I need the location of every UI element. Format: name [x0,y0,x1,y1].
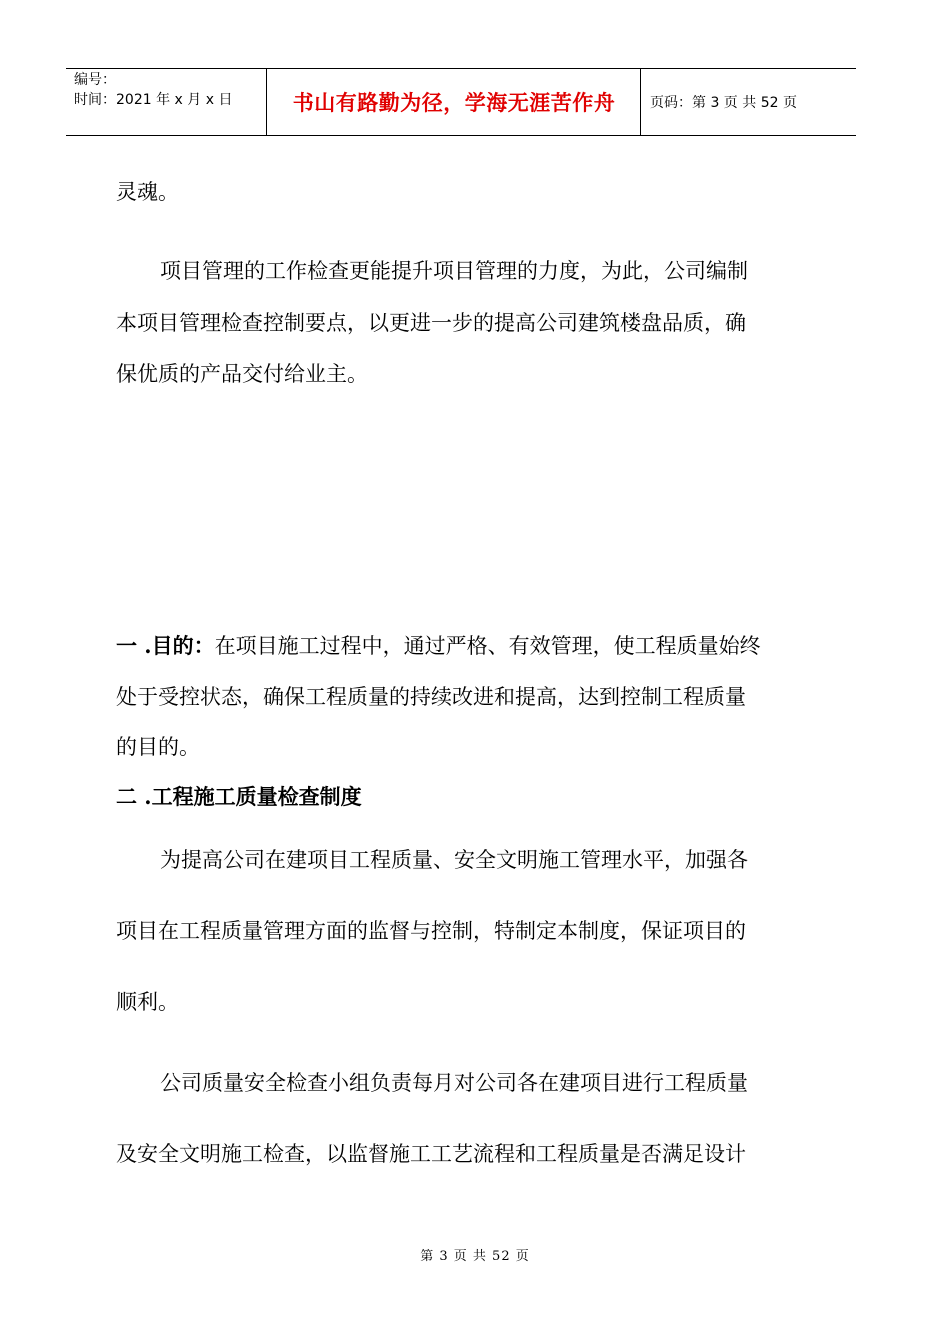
section-1-text: 在项目施工过程中，通过严格、有效管理，使工程质量始终 [214,634,761,658]
section-2-para1-line: 为提高公司在建项目工程质量、安全文明施工管理水平，加强各 [160,848,748,872]
header-page-info: 页码：第 3 页 共 52 页 [650,95,797,111]
page-header [66,68,856,136]
section-2-para1-line: 顺利。 [116,990,179,1014]
section-2-para1-line: 项目在工程质量管理方面的监督与控制，特制定本制度，保证项目的 [116,919,746,943]
document-number-label: 编号： [74,72,116,88]
section-1 [116,630,761,660]
section-2-heading: 二 .工程施工质量检查制度 [116,784,362,809]
intro-line: 项目管理的工作检查更能提升项目管理的力度，为此，公司编制 [160,259,748,283]
intro-line: 本项目管理检查控制要点，以更进一步的提高公司建筑楼盘品质，确 [116,311,746,335]
section-2-para2-line: 公司质量安全检查小组负责每月对公司各在建项目进行工程质量 [160,1071,748,1095]
header-motto: 书山有路勤为径，学海无涯苦作舟 [292,91,616,115]
section-1-heading: 一 .目的： [116,633,215,658]
page-footer: 第 3 页 共 52 页 [420,1249,530,1264]
header-divider [640,69,641,135]
intro-line: 保优质的产品交付给业主。 [116,362,368,386]
section-1-line: 处于受控状态，确保工程质量的持续改进和提高，达到控制工程质量 [116,685,746,709]
header-divider [266,69,267,135]
text-fragment: 灵魂。 [116,180,179,204]
document-time: 时间：2021 年 x 月 x 日 [74,92,233,108]
section-2-para2-line: 及安全文明施工检查，以监督施工工艺流程和工程质量是否满足设计 [116,1142,746,1166]
header-meta [66,69,266,135]
section-1-line: 的目的。 [116,735,200,759]
